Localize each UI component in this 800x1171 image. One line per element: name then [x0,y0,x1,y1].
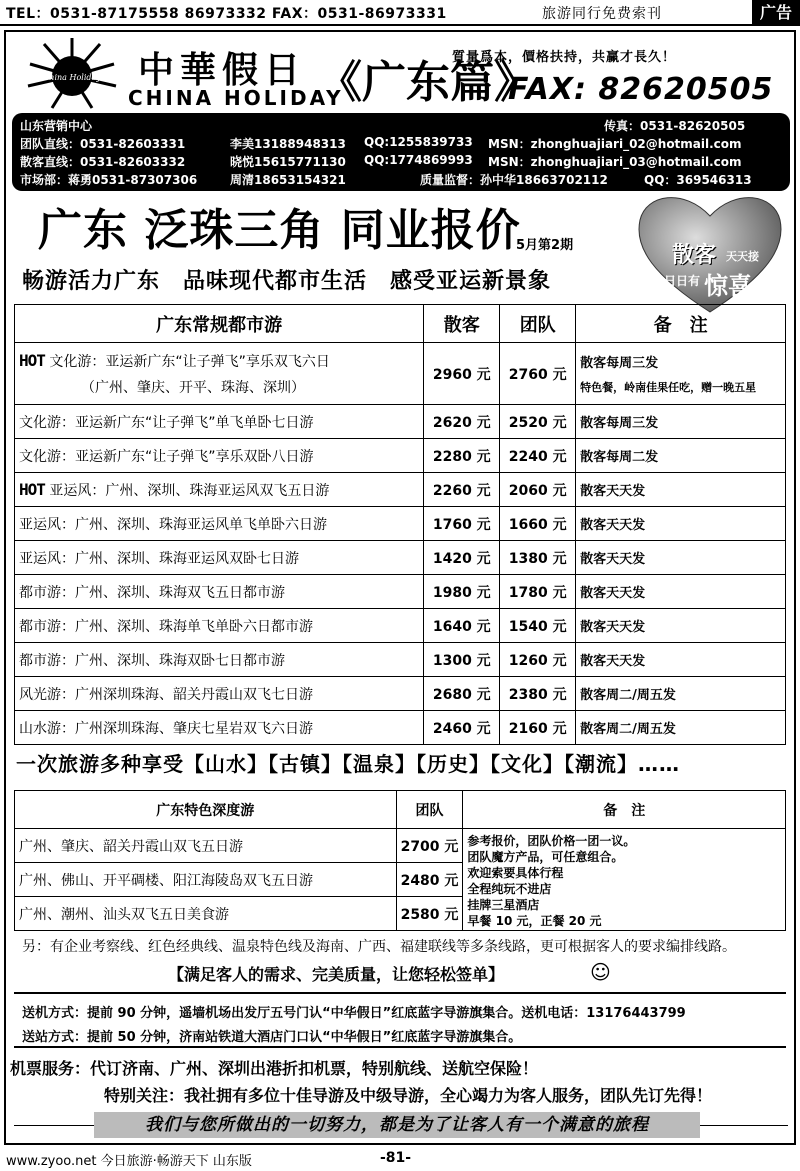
note-cell [463,829,786,931]
footer-banner: 我们与您所做出的一切努力，都是为了让客人有一个满意的旅程 [94,1112,700,1138]
station-transfer: 送站方式：提前 50 分钟，济南站铁道大酒店门口认“中华假日”红底蓝字导游旗集合。 [22,1030,522,1045]
route-name: 广州、佛山、开平碉楼、阳江海陵岛双飞五日游 [15,863,397,897]
contact-cell: MSN：zhonghuajiari_03@hotmail.com [488,155,742,169]
brand-cn-name: 中華假日 [138,50,307,91]
brand-slogan: 質量爲本，價格扶持，共赢才長久！ [452,50,677,65]
single-price: 1980 元 [424,575,500,609]
note-text: 散客每周三发 [580,356,659,371]
note-line: 挂牌三星酒店 [467,898,540,912]
group-price: 2700 元 [396,829,463,863]
footer-site: www.zyoo.net 今日旅游·畅游天下 山东版 [6,1154,252,1169]
note-text: 散客天天发 [576,473,786,507]
table-row [15,609,786,643]
route-name: 亚运风：广州、深圳、珠海亚运风双卧七日游 [15,541,424,575]
contact-cell: MSN：zhonghuajiari_02@hotmail.com [488,137,742,151]
single-price: 2680 元 [424,677,500,711]
contact-cell: 散客直线：0531-82603332 [20,155,186,169]
col-header-group: 团队 [396,791,463,829]
group-price: 2480 元 [396,863,463,897]
single-price: 2960 元 [424,343,500,405]
publication-name: 旅游同行免费索刊 [542,6,662,22]
route-name: 文化游：亚运新广东“让子弹飞”享乐双卧八日游 [15,439,424,473]
other-routes-note: 另：有企业考察线、红色经典线、温泉特色线及海南、广西、福建联线等多条线路，更可根据客人的要求编排线路。 [22,939,736,955]
group-price: 1780 元 [500,575,576,609]
contact-cell: 市场部：蒋勇0531-87307306 [20,173,198,187]
route-name: 亚运风：广州、深圳、珠海亚运风双飞五日游 [49,482,330,499]
regular-tours-table [14,304,786,745]
table-row [15,343,786,405]
route-name: 广州、潮州、汕头双飞五日美食游 [15,897,397,931]
route-name: 亚运风：广州、深圳、珠海亚运风单飞单卧六日游 [15,507,424,541]
col-header-route: 广东特色深度游 [15,791,397,829]
note-line: 参考报价，团队价格一团一议。 [467,834,636,848]
heart-text-4: 惊喜 [704,272,752,300]
sun-logo-icon [22,36,122,116]
satisfaction-slogan: 【满足客人的需求、完美质量，让您轻松签单】 [168,965,505,984]
table-row [15,473,786,507]
airport-transfer: 送机方式：提前 90 分钟，遥墙机场出发厅五号门认“中华假日”红底蓝字导游旗集合。送机电话：13176443799 [22,1006,686,1021]
smile-icon: ☺ [590,960,611,984]
contact-cell: 周清18653154321 [230,173,346,187]
contact-cell: QQ:1774869993 [364,153,473,167]
hot-badge: HOT [19,350,45,370]
route-name: 风光游：广州深圳珠海、韶关丹霞山双飞七日游 [15,677,424,711]
note-text: 散客周二/周五发 [576,677,786,711]
group-price: 2580 元 [396,897,463,931]
contact-cell: 团队直线：0531-82603331 [20,137,186,151]
group-price: 1540 元 [500,609,576,643]
col-header-note: 备 注 [576,305,786,343]
theme-slogan: 畅游活力广东 品味现代都市生活 感受亚运新景象 [22,269,552,294]
table-header-row [15,791,786,829]
note-cell [576,343,786,405]
route-name: 广州、肇庆、韶关丹霞山双飞五日游 [15,829,397,863]
contact-cell: 晓悦15615771130 [230,155,346,169]
group-price: 2240 元 [500,439,576,473]
route-name: 都市游：广州、深圳、珠海双飞五日都市游 [15,575,424,609]
ticket-service: 机票服务：代订济南、广州、深圳出港折扣机票，特别航线、送航空保险！ [10,1059,539,1078]
single-price: 1420 元 [424,541,500,575]
heart-text-2: 天天接 [726,250,759,263]
note-text: 散客天天发 [576,609,786,643]
note-text: 散客天天发 [576,507,786,541]
single-price: 2260 元 [424,473,500,507]
contact-cell: QQ：369546313 [644,173,752,187]
table-row [15,829,786,863]
hot-badge: HOT [19,479,45,499]
note-line: 欢迎索要具体行程 [467,866,564,880]
group-price: 1380 元 [500,541,576,575]
table-row [15,677,786,711]
heart-text-3: 日日有 [664,274,701,288]
divider-right [700,1125,788,1126]
col-header-route: 广东常规都市游 [15,305,424,343]
single-price: 1300 元 [424,643,500,677]
contact-cell: 李美13188948313 [230,137,346,151]
route-name: 山水游：广州深圳珠海、肇庆七星岩双飞六日游 [15,711,424,745]
note-extra: 特色餐，岭南佳果任吃，赠一晚五星 [580,381,757,394]
route-sub: （广州、肇庆、开平、珠海、深圳） [81,379,305,396]
group-price: 2520 元 [500,405,576,439]
note-line: 早餐 10 元，正餐 20 元 [467,914,602,928]
issue-week: 5月第2期 [516,238,574,253]
experience-banner: 一次旅游多种享受【山水】【古镇】【温泉】【历史】【文化】【潮流】…… [16,752,680,776]
note-text: 散客天天发 [576,643,786,677]
note-text: 散客天天发 [576,575,786,609]
col-header-group: 团队 [500,305,576,343]
fax-number: FAX: 82620505 [508,72,774,107]
route-cell [15,473,424,507]
center-fax: 传真：0531-82620505 [604,119,746,133]
table-row [15,711,786,745]
contact-cell: 质量监督：孙中华18663702112 [420,173,608,187]
special-notice: 特别关注：我社拥有多位十佳导游及中级导游，全心竭力为客人服务，团队先订先得！ [104,1086,713,1105]
group-price: 1660 元 [500,507,576,541]
table-row [15,575,786,609]
table-header-row [15,305,786,343]
route-name: 都市游：广州、深圳、珠海单飞单卧六日都市游 [15,609,424,643]
top-bar [0,0,800,26]
col-header-single: 散客 [424,305,500,343]
note-line: 全程纯玩不进店 [467,882,552,896]
ad-tag: 广告 [752,0,800,26]
edition-title: 《广东篇》 [318,57,538,108]
note-text: 散客周二/周五发 [576,711,786,745]
note-text: 散客每周二发 [576,439,786,473]
table-row [15,541,786,575]
top-contact: TEL：0531-87175558 86973332 FAX：0531-86973331 [6,6,447,22]
route-name: 都市游：广州、深圳、珠海双卧七日都市游 [15,643,424,677]
deep-tours-table [14,790,786,931]
table-row [15,439,786,473]
single-price: 2460 元 [424,711,500,745]
single-price: 1760 元 [424,507,500,541]
brand-en-name: CHINA HOLIDAY [128,86,344,110]
group-price: 2760 元 [500,343,576,405]
single-price: 1640 元 [424,609,500,643]
center-title: 山东营销中心 [20,119,93,133]
heart-badge [634,186,786,316]
divider-left [14,1125,94,1126]
table-row [15,643,786,677]
marketing-center-box [12,113,790,191]
route-name: 文化游：亚运新广东“让子弹飞”单飞单卧七日游 [15,405,424,439]
table-row [15,405,786,439]
main-title: 广东 泛珠三角 同业报价 [38,205,521,256]
note-text: 散客天天发 [576,541,786,575]
note-line: 团队魔方产品，可任意组合。 [467,850,624,864]
group-price: 2380 元 [500,677,576,711]
group-price: 1260 元 [500,643,576,677]
single-price: 2280 元 [424,439,500,473]
note-text: 散客每周三发 [576,405,786,439]
group-price: 2160 元 [500,711,576,745]
page-number: -81- [380,1150,412,1166]
logo-text: China Holiday [43,73,101,82]
contact-cell: QQ:1255839733 [364,135,473,149]
col-header-note: 备 注 [463,791,786,829]
table-row [15,507,786,541]
heart-text-1: 散客 [672,243,717,268]
single-price: 2620 元 [424,405,500,439]
route-name: 文化游：亚运新广东“让子弹飞”享乐双飞六日 [49,353,330,370]
transfer-info [14,992,786,1048]
group-price: 2060 元 [500,473,576,507]
route-cell [15,343,424,405]
